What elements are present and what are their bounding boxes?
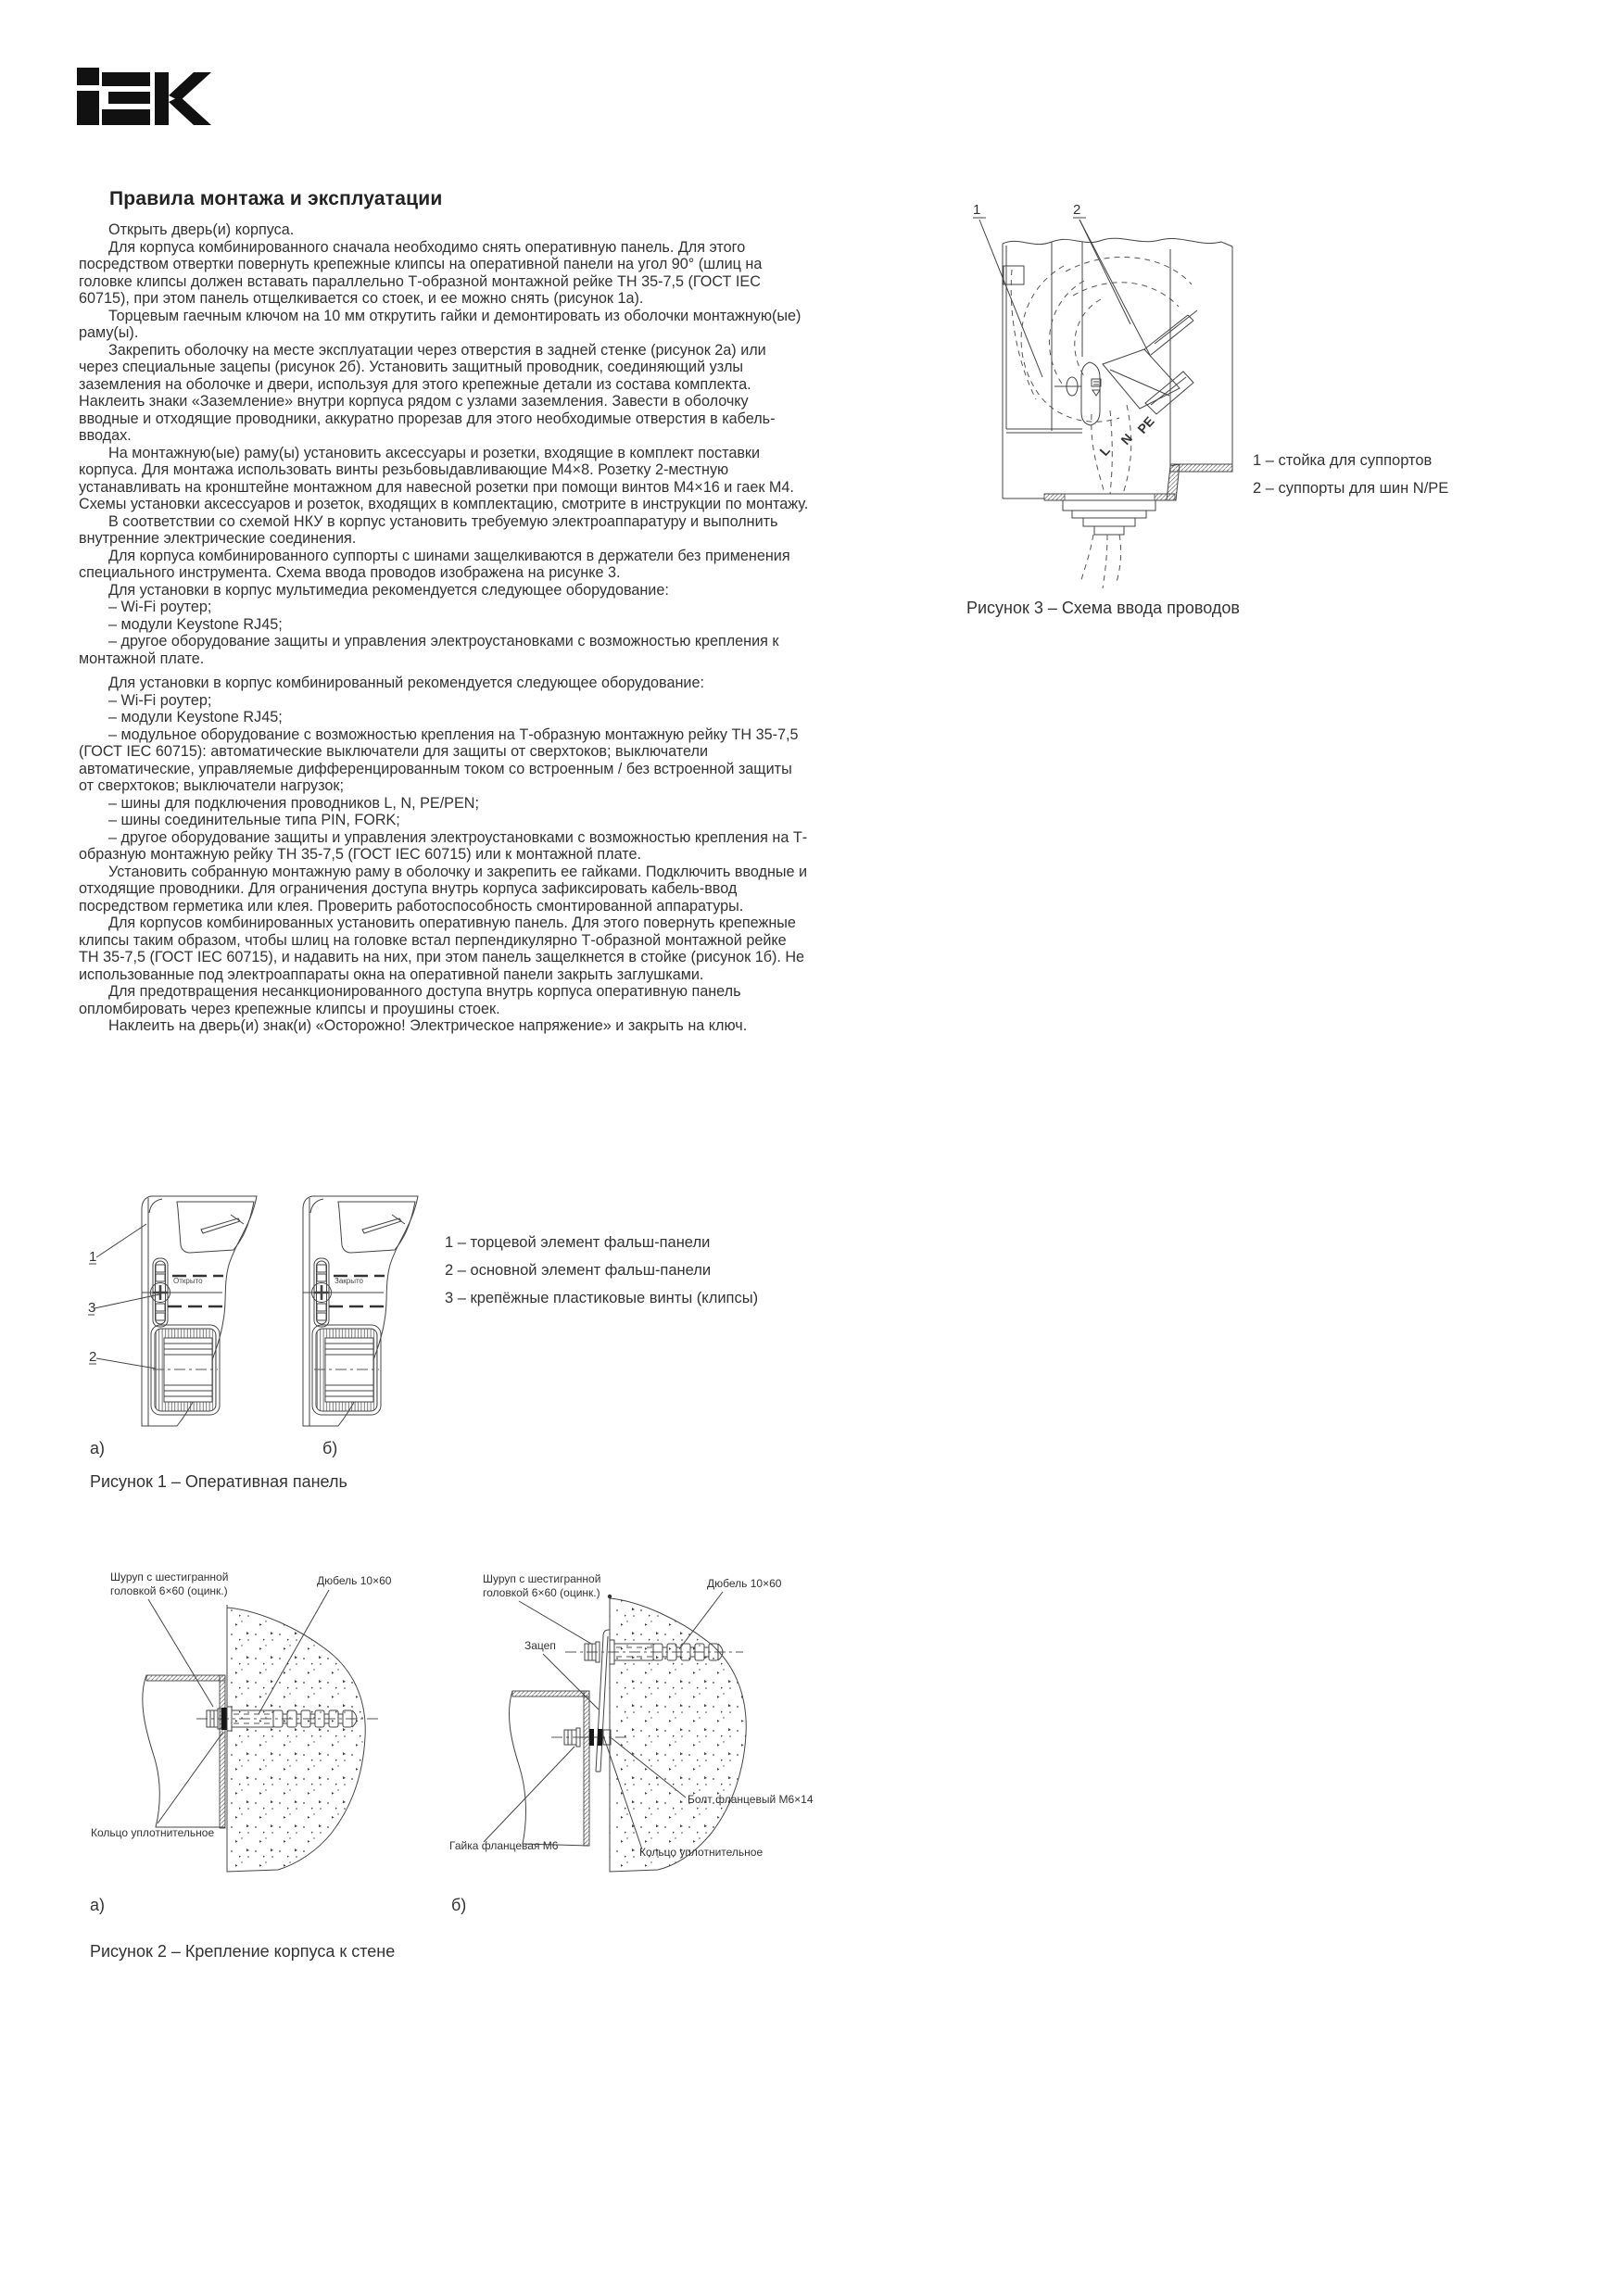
figure1-drawing xyxy=(82,1181,434,1455)
list-item: – модули Keystone RJ45; xyxy=(108,615,283,633)
list-item: – шины для подключения проводников L, N, PE/PEN; xyxy=(108,794,479,812)
legend-item: 1 – стойка для суппортов xyxy=(1253,452,1433,469)
fig3-callout-2: 2 xyxy=(1073,202,1081,218)
fig1-callout-2: 2 xyxy=(89,1349,97,1365)
figure2-sublabel-a: а) xyxy=(90,1896,106,1914)
iek-logo xyxy=(77,67,216,128)
fig1-callout-3: 3 xyxy=(88,1300,96,1316)
figure1-caption: Рисунок 1 – Оперативная панель xyxy=(90,1472,347,1491)
figure1-sublabel-a: а) xyxy=(90,1439,106,1457)
paragraph: Для корпуса комбинированного сначала необходимо снять оперативную панель. Для этого посредством отвертки повернуть крепежные клипсы на оперативной панели на угол 90° (шлиц на головке клипсы должен вставать параллельно Т-образной монтажной рейке ТН 35-7,5 (ГОСТ IEC 60715), при этом панель отщелкивается со стоек, и ее можно снять (рисунок 1а). xyxy=(79,238,763,307)
paragraph: Для установки в корпус комбинированный рекомендуется следующее оборудование: xyxy=(108,675,704,691)
figure2-caption: Рисунок 2 – Крепление корпуса к стене xyxy=(90,1942,396,1961)
list-item: – другое оборудование защиты и управления электроустановками с возможностью крепления к монтажной плате. xyxy=(79,633,779,667)
paragraph: Для установки в корпус мультимедиа рекомендуется следующее оборудование: xyxy=(108,581,669,599)
fig3-wire-label-pe: PE xyxy=(1134,413,1157,437)
page-title: Правила монтажа и эксплуатации xyxy=(109,188,443,209)
paragraph: В соответствии со схемой НКУ в корпус установить требуемую электроаппаратуру и выполнить внутренние электрические соединения. xyxy=(79,512,778,547)
figure2-sublabel-b: б) xyxy=(451,1896,467,1914)
fig1-state-closed: Закрыто xyxy=(335,1277,364,1285)
paragraph: Для корпуса комбинированного суппорты с шинами защелкиваются в держатели без применения специального инструмента. Схема ввода проводов изображена на рисунке 3. xyxy=(79,547,790,581)
fig1-state-open: Открыто xyxy=(173,1277,203,1285)
fig3-callout-1: 1 xyxy=(973,202,981,218)
fig2b-screw-label-line1: Шуруп с шестигранной xyxy=(483,1572,601,1585)
legend-item: 3 – крепёжные пластиковые винты (клипсы) xyxy=(445,1290,759,1306)
legend-item: 2 – суппорты для шин N/PE xyxy=(1253,480,1449,497)
paragraph: Для предотвращения несанкционированного доступа внутрь корпуса оперативную панель опломбировать через крепежные клипсы и проушины стоек. xyxy=(79,983,741,1017)
paragraph: На монтажную(ые) раму(ы) установить аксессуары и розетки, входящие в комплект поставки корпуса. Для монтажа использовать винты резьбовыдавливающие М4×8. Розетку 2-местную устанавливать на кронштейне монтажном для навесной розетки при помощи винтов М4×16 и гаек М4. Схемы установки аксессуаров и розеток, входящих в комплектацию, смотрите в инструкции по монтажу. xyxy=(79,444,809,512)
legend-item: 1 – торцевой элемент фальш-панели xyxy=(445,1234,711,1251)
fig2a-dowel-label: Дюбель 10×60 xyxy=(317,1574,392,1587)
list-item: – Wi-Fi роутер; xyxy=(108,599,212,615)
list-item: – другое оборудование защиты и управления электроустановками с возможностью крепления на Т-образную монтажную рейку ТН 35-7,5 (ГОСТ IEC 60715) или к монтажной плате. xyxy=(79,828,808,863)
figure2-drawing xyxy=(83,1557,825,1881)
figure1-legend xyxy=(445,1229,758,1312)
fig1-callout-1: 1 xyxy=(89,1249,97,1265)
fig2b-nut-label: Гайка фланцевая М6 xyxy=(449,1839,559,1852)
instructions-text xyxy=(79,221,809,1035)
list-item: – Wi-Fi роутер; xyxy=(108,691,212,709)
figure3-legend xyxy=(1253,447,1448,502)
list-item: – модули Keystone RJ45; xyxy=(108,709,283,725)
paragraph: Закрепить оболочку на месте эксплуатации через отверстия в задней стенке (рисунок 2а) или через специальные зацепы (рисунок 2б). Установить защитный проводник, соединяющий узлы заземления на оболочке и двери, используя для этого крепежные детали из состава комплекта. Наклеить знаки «Заземление» внутри корпуса рядом с узлами заземления. Завести в оболочку вводные и отходящие проводники, аккуратно прорезав для этого необходимые отверстия в кабель-вводах. xyxy=(79,341,776,444)
paragraph: Установить собранную монтажную раму в оболочку и закрепить ее гайками. Подключить вводные и отходящие проводники. Для ограничения доступа внутрь корпуса зафиксировать кабель-ввод посредством герметика или клея. Проверить работоспособность смонтированной аппаратуры. xyxy=(79,863,808,915)
fig2a-screw-label-line1: Шуруп с шестигранной xyxy=(110,1571,229,1583)
list-item: – шины соединительные типа PIN, FORK; xyxy=(108,812,400,828)
figure1-sublabel-b: б) xyxy=(322,1439,338,1457)
figure3-caption: Рисунок 3 – Схема ввода проводов xyxy=(966,599,1240,617)
fig2b-screw-label-line2: головкой 6×60 (оцинк.) xyxy=(483,1586,600,1599)
fig3-wire-label-l: L xyxy=(1096,442,1113,460)
paragraph: Торцевым гаечным ключом на 10 мм открутить гайки и демонтировать из оболочки монтажную(ые) раму(ы). xyxy=(79,307,802,341)
paragraph: Для корпусов комбинированных установить оперативную панель. Для этого повернуть крепежные клипсы таким образом, чтобы шлиц на головке встал перпендикулярно Т-образной монтажной рейке ТН 35-7,5 (ГОСТ IEC 60715), и надавить на них, при этом панель защелкнется в стойке (рисунок 1б). Не использованные под электроаппараты окна на оперативной панели закрыть заглушками. xyxy=(79,915,805,983)
fig2b-dowel-label: Дюбель 10×60 xyxy=(707,1577,782,1590)
fig2b-hook-label: Зацеп xyxy=(524,1639,556,1652)
paragraph: Открыть дверь(и) корпуса. xyxy=(108,221,295,238)
figure3-drawing xyxy=(954,181,1381,625)
fig2b-bolt-label: Болт фланцевый М6×14 xyxy=(688,1793,814,1806)
fig2a-screw-label-line2: головкой 6×60 (оцинк.) xyxy=(110,1584,228,1597)
legend-item: 2 – основной элемент фальш-панели xyxy=(445,1262,712,1279)
list-item: – модульное оборудование с возможностью крепления на Т-образную монтажную рейку ТН 35-7,5 (ГОСТ IEC 60715): автоматические выключатели для защиты от сверхтоков; выключатели автоматические, управляемые дифференцированным током со встроенным / без встроенной защиты от сверхтоков; выключатели нагрузок; xyxy=(79,725,799,794)
fig2a-oring-label: Кольцо уплотнительное xyxy=(91,1826,215,1839)
paragraph: Наклеить на дверь(и) знак(и) «Осторожно! Электрическое напряжение» и закрыть на ключ. xyxy=(108,1017,748,1034)
fig3-wire-label-n: N xyxy=(1117,430,1136,448)
fig2b-oring-label: Кольцо уплотнительное xyxy=(639,1846,764,1859)
